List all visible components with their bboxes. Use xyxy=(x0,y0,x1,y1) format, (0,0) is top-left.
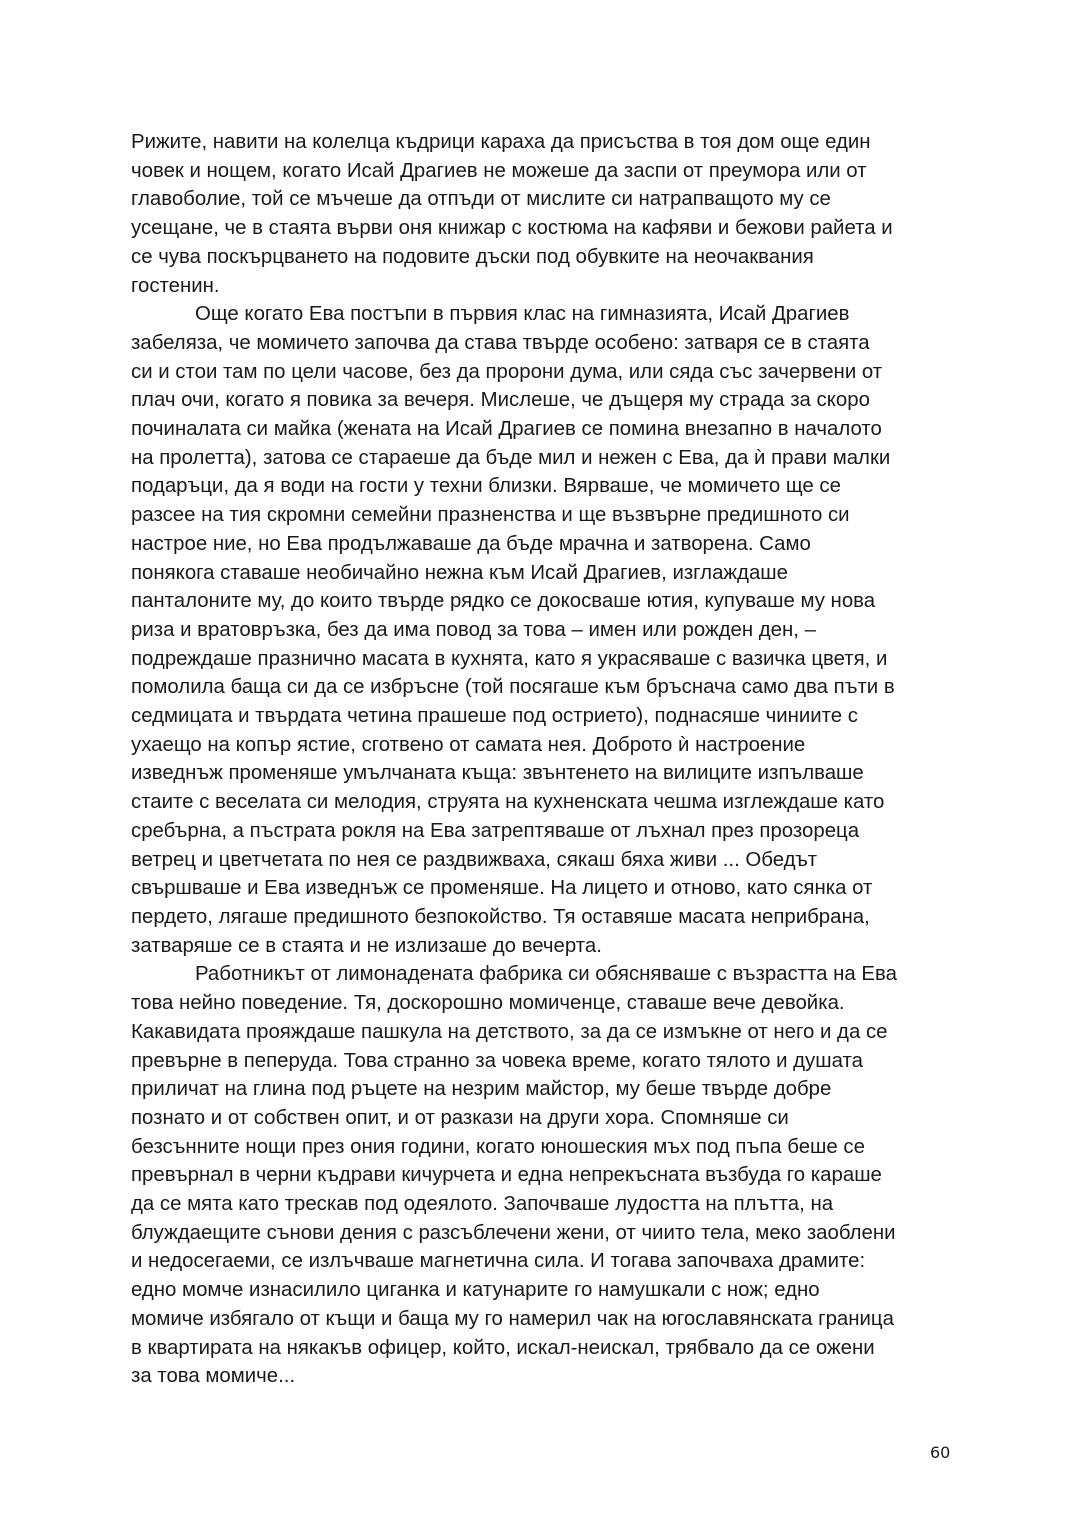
text-line: гостенин. xyxy=(131,274,220,297)
text-line: затваряше се в стаята и не излизаше до вечерта. xyxy=(131,934,602,957)
text-line: безсънните нощи през ония години, когато юношеския мъх под пъпа беше се xyxy=(131,1135,865,1158)
text-line: забеляза, че момичето започва да става твърде особено: затваря се в стаята xyxy=(131,331,870,354)
text-line: си и стои там по цели часове, без да пророни дума, или сяда със зачервени от xyxy=(131,360,883,383)
text-line: Какавидата прояждаше пашкула на детството, за да се измъкне от него и да се xyxy=(131,1020,888,1043)
text-line: това нейно поведение. Тя, доскорошно момиченце, ставаше вече девойка. xyxy=(131,992,845,1015)
text-line: познато и от собствен опит, и от разкази на други хора. Спомняше си xyxy=(131,1106,789,1129)
text-line: усещане, че в стаята върви оня книжар с костюма на кафяви и бежови райета и xyxy=(131,217,893,240)
text-line: за това момиче... xyxy=(131,1365,296,1388)
text-line: превърне в пеперуда. Това странно за човека време, когато тялото и душата xyxy=(131,1049,863,1072)
text-line: главоболие, той се мъчеше да отпъди от мислите си натрапващото му се xyxy=(131,188,831,211)
text-line: превърнал в черни къдрави кичурчета и една непрекъсната възбуда го караше xyxy=(131,1164,882,1187)
paragraph xyxy=(131,128,953,300)
text-line: панталоните му, до които твърде рядко се докосваше ютия, купуваше му нова xyxy=(131,590,876,613)
text-line: настрое ние, но Ева продължаваше да бъде мрачна и затворена. Само xyxy=(131,532,811,555)
text-line: сребърна, а пъстрата рокля на Ева затрептяваше от лъхнал през прозореца xyxy=(131,819,860,842)
text-line: стаите с веселата си мелодия, струята на кухненската чешма изглеждаше като xyxy=(131,791,885,814)
page-number: 60 xyxy=(930,1443,951,1462)
body-text xyxy=(131,128,953,1391)
text-line: Рижите, навити на колелца къдрици караха да присъства в тоя дом още един xyxy=(131,131,871,153)
text-line: приличат на глина под ръцете на незрим майстор, му беше твърде добре xyxy=(131,1078,832,1101)
paragraph xyxy=(131,960,953,1391)
text-line: се чува поскърцването на подовите дъски под обувките на неочаквания xyxy=(131,245,814,268)
text-line: разсее на тия скромни семейни празненства и ще възвърне предишното си xyxy=(131,504,850,527)
text-line: пердето, лягаше предишното безпокойство. Тя оставяше масата неприбрана, xyxy=(131,905,870,928)
text-line: подреждаше празнично масата в кухнята, като я украсяваше с вазичка цветя, и xyxy=(131,647,888,670)
text-line: да се мята като трескав под одеялото. Започваше лудостта на плътта, на xyxy=(131,1193,834,1216)
text-line: едно момче изнасилило циганка и катунарите го намушкали с нож; едно xyxy=(131,1279,820,1302)
text-line: и недосегаеми, се излъчваше магнетична сила. И тогава започваха драмите: xyxy=(131,1250,866,1273)
text-line: ветрец и цветчетата по нея се раздвижваха, сякаш бяха живи ... Обедът xyxy=(131,848,818,871)
text-line: в квартирата на някакъв офицер, който, искал-неискал, трябвало да се ожени xyxy=(131,1336,875,1359)
text-line: ухаещо на копър ястие, сготвено от самата нея. Доброто ѝ настроение xyxy=(131,733,806,756)
text-line: починалата си майка (жената на Исай Драгиев се помина внезапно в началото xyxy=(131,418,882,441)
text-line: седмицата и твърдата четина прашеше под острието), поднасяше чиниите с xyxy=(131,705,858,728)
text-line: Още когато Ева постъпи в първия клас на гимназията, Исай Драгиев xyxy=(195,303,850,326)
text-line: помолила баща си да се избръсне (той посягаше към бръснача само два пъти в xyxy=(131,676,895,699)
text-line: свършваше и Ева изведнъж се променяше. На лицето и отново, като сянка от xyxy=(131,877,873,900)
text-line: човек и нощем, когато Исай Драгиев не можеше да заспи от преумора или от xyxy=(131,159,867,182)
text-line: понякога ставаше необичайно нежна към Исай Драгиев, изглаждаше xyxy=(131,561,788,584)
paragraph xyxy=(131,300,953,960)
text-line: подаръци, да я води на гости у техни близки. Вярваше, че момичето ще се xyxy=(131,475,841,498)
text-line: плач очи, когато я повика за вечеря. Мислеше, че дъщеря му страда за скоро xyxy=(131,389,870,412)
text-line: момиче избягало от къщи и баща му го намерил чак на югославянската граница xyxy=(131,1307,894,1330)
text-line: Работникът от лимонадената фабрика си обясняваше с възрастта на Ева xyxy=(195,963,897,986)
text-line: на пролетта), затова се стараеше да бъде мил и нежен с Ева, да ѝ прави малки xyxy=(131,446,891,469)
text-line: изведнъж променяше умълчаната къща: звънтенето на вилиците изпълваше xyxy=(131,762,864,785)
text-line: риза и вратовръзка, без да има повод за това – имен или рожден ден, – xyxy=(131,618,816,641)
text-line: блуждаещите сънови дения с разсъблечени жени, от чиито тела, меко заоблени xyxy=(131,1221,896,1244)
